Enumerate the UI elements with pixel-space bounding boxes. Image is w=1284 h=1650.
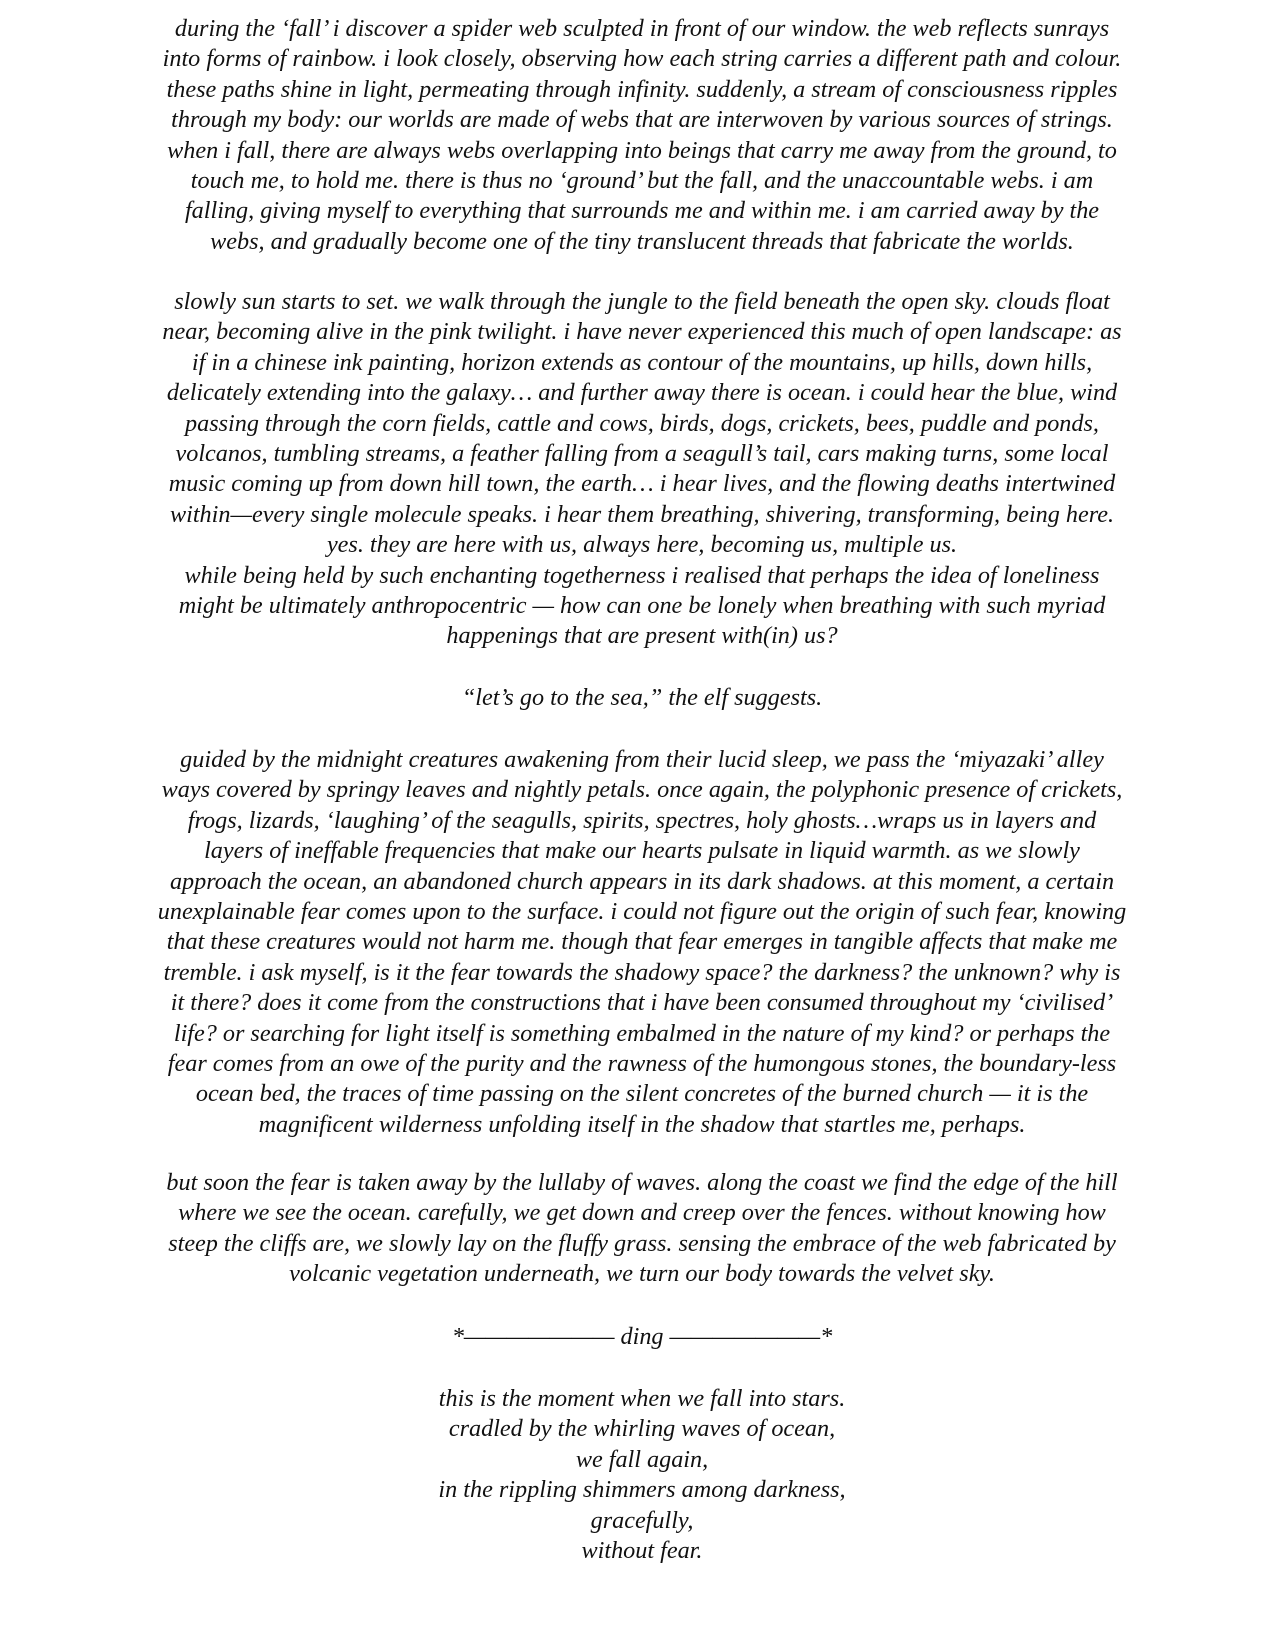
text-line: fear comes from an owe of the purity and the rawness of the humongous stones, the boundary-less [167, 1049, 1117, 1077]
text-line: without fear. [581, 1536, 703, 1564]
text-line: tremble. i ask myself, is it the fear towards the shadowy space? the darkness? the unknown? why is [163, 958, 1121, 986]
text-line: but soon the fear is taken away by the lullaby of waves. along the coast we find the edge of the hill [166, 1169, 1118, 1196]
text-line: slowly sun starts to set. we walk through the jungle to the field beneath the open sky. clouds float [174, 288, 1110, 315]
text-line: approach the ocean, an abandoned church appears in its dark shadows. at this moment, a certain [169, 867, 1115, 895]
text-line: steep the cliffs are, we slowly lay on the fluffy grass. sensing the embrace of the web fabricated by [168, 1229, 1116, 1257]
text-line: when i fall, there are always webs overlapping into beings that carry me away from the ground, to [167, 136, 1117, 164]
text-line: layers of ineffable frequencies that make our hearts pulsate in liquid warmth. as we slowly [204, 837, 1080, 865]
text-line: touch me, to hold me. there is thus no ‘ground’ but the fall, and the unaccountable webs. i am [190, 166, 1094, 194]
text-line: while being held by such enchanting togetherness i realised that perhaps the idea of loneliness [184, 561, 1100, 589]
paragraph-midnight-creatures [100, 745, 1184, 1140]
text-line: yes. they are here with us, always here, becoming us, multiple us. [326, 531, 958, 559]
text-line: within—every single molecule speaks. i hear them breathing, shivering, transforming, being here. [169, 500, 1115, 528]
text-line: life? or searching for light itself is something embalmed in the nature of my kind? or perhaps the [173, 1019, 1111, 1047]
text-line: webs, and gradually become one of the tiny translucent threads that fabricate the worlds. [210, 227, 1074, 255]
text-line: gracefully, [590, 1506, 694, 1534]
text-line: we fall again, [575, 1445, 709, 1473]
paragraph-spider-web [100, 14, 1184, 257]
closing-poem [100, 1384, 1184, 1566]
text-line: magnificent wilderness unfolding itself in the shadow that startles me, perhaps. [258, 1110, 1026, 1138]
text-line: “let’s go to the sea,” the elf suggests. [461, 684, 823, 711]
text-line: cradled by the whirling waves of ocean, [448, 1415, 836, 1443]
text-line: ocean bed, the traces of time passing on the silent concretes of the burned church — it is the [195, 1080, 1089, 1108]
text-line: ways covered by springy leaves and nightly petals. once again, the polyphonic presence of crickets, [161, 776, 1123, 804]
text-line: during the ‘fall’ i discover a spider web sculpted in front of our window. the web reflects sunrays [174, 15, 1110, 42]
paragraph-lullaby-of-waves [100, 1168, 1184, 1290]
text-line: frogs, lizards, ‘laughing’ of the seagulls, spirits, spectres, holy ghosts…wraps us in layers and [187, 806, 1097, 834]
text-line: that these creatures would not harm me. though that fear emerges in tangible affects that make me [166, 928, 1118, 956]
section-divider-ding [100, 1322, 1184, 1352]
text-line: near, becoming alive in the pink twilight. i have never experienced this much of open landscape: as [162, 318, 1122, 346]
text-line: into forms of rainbow. i look closely, observing how each string carries a different path and colour. [162, 45, 1122, 73]
text-line: volcanic vegetation underneath, we turn our body towards the velvet sky. [289, 1260, 995, 1288]
paragraph-sunset-landscape [100, 287, 1184, 652]
text-line: falling, giving myself to everything that surrounds me and within me. i am carried away by the [184, 197, 1100, 225]
text-line: happenings that are present with(in) us? [446, 622, 838, 650]
text-line: these paths shine in light, permeating through infinity. suddenly, a stream of consciousness ripples [166, 75, 1118, 103]
text-line: this is the moment when we fall into stars. [438, 1385, 846, 1412]
text-line: *——————— ding ———————* [451, 1323, 833, 1350]
text-line: it there? does it come from the constructions that i have been consumed throughout my ‘civilised’ [170, 989, 1114, 1017]
text-line: volcanos, tumbling streams, a feather falling from a seagull’s tail, cars making turns, some local [175, 439, 1109, 467]
text-line: passing through the corn fields, cattle and cows, birds, dogs, crickets, bees, puddle and ponds, [185, 409, 1099, 437]
text-line: unexplainable fear comes upon to the surface. i could not figure out the origin of such fear, knowing [157, 897, 1127, 925]
text-line: might be ultimately anthropocentric — how can one be lonely when breathing with such myriad [178, 591, 1106, 619]
text-line: where we see the ocean. carefully, we get down and creep over the fences. without knowing how [178, 1199, 1106, 1227]
paragraph-elf-suggestion [100, 683, 1184, 713]
text-line: music coming up from down hill town, the earth… i hear lives, and the flowing deaths intertwined [168, 470, 1116, 498]
text-line: in the rippling shimmers among darkness, [438, 1476, 846, 1504]
text-line: if in a chinese ink painting, horizon extends as contour of the mountains, up hills, down hills, [191, 348, 1093, 376]
text-line: through my body: our worlds are made of webs that are interwoven by various sources of strings. [171, 106, 1113, 134]
text-line: guided by the midnight creatures awakening from their lucid sleep, we pass the ‘miyazaki’ alley [180, 746, 1104, 773]
text-line: delicately extending into the galaxy… and further away there is ocean. i could hear the blue, wind [166, 379, 1118, 407]
